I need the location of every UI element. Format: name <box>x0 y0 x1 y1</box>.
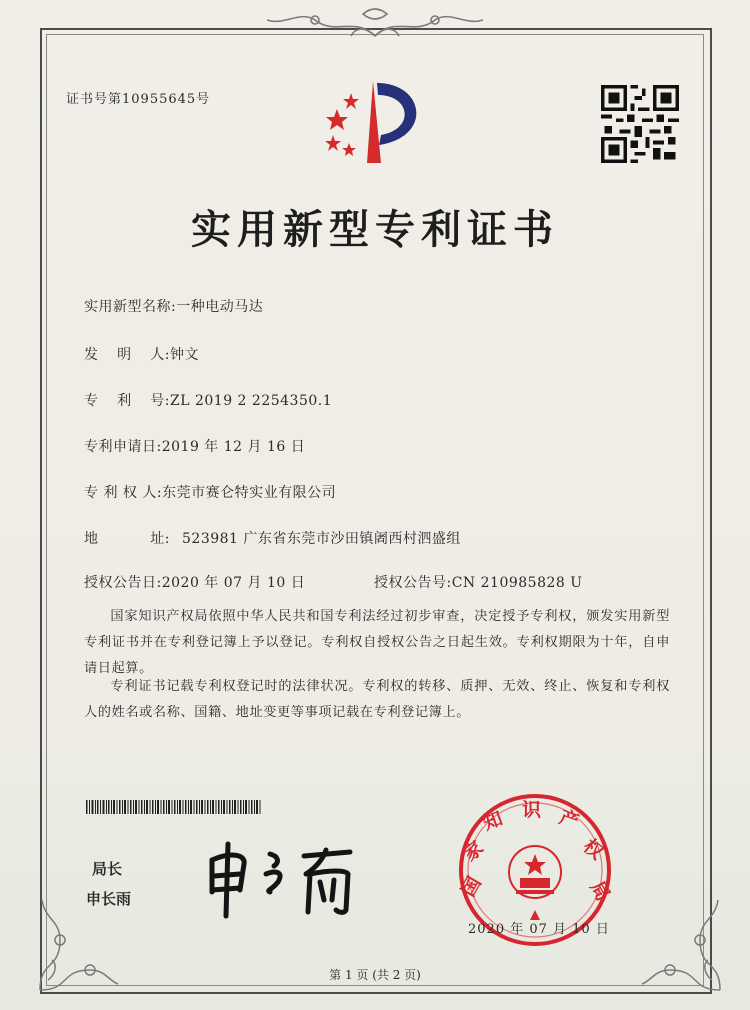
patentee-row <box>84 482 336 502</box>
grant-date-row <box>84 572 305 592</box>
inventor-label <box>84 344 170 364</box>
qr-code-icon <box>601 85 679 163</box>
patent-number-value: ZL 2019 2 2254350.1 <box>170 393 333 409</box>
grant-number-label: 授权公告号: <box>374 575 452 591</box>
grant-date-value: 2020 年 07 月 10 日 <box>161 575 306 591</box>
patent-number-label-char: 利 <box>117 393 132 409</box>
barcode-icon <box>86 800 262 814</box>
patent-number-label-char: 号: <box>150 393 170 409</box>
patentee-label: 专 利 权 人: <box>84 485 163 501</box>
director-title: 局长 <box>92 860 123 878</box>
patent-number-label <box>84 390 170 410</box>
svg-text:局: 局 <box>585 877 615 905</box>
utility-model-name-value: 一种电动马达 <box>176 299 264 315</box>
page-number: 第 1 页 (共 2 页) <box>329 968 421 982</box>
filing-date-row <box>84 436 305 456</box>
grant-date-label: 授权公告日: <box>84 575 162 591</box>
patent-office-emblem-icon <box>315 75 435 175</box>
svg-text:权: 权 <box>578 834 608 865</box>
filing-date-label: 专利申请日: <box>84 439 162 455</box>
svg-text:家: 家 <box>459 836 488 866</box>
legal-status-paragraph: 专利证书记载专利权登记时的法律状况。专利权的转移、质押、无效、终止、恢复和专利权人的姓名或名称、国籍、地址变更等事项记载在专利登记簿上。 <box>84 679 670 720</box>
svg-text:知: 知 <box>480 807 506 835</box>
patentee-value: 东莞市赛仑特实业有限公司 <box>162 485 337 501</box>
director-name: 申长雨 <box>86 890 132 908</box>
seal-date: 2020 年 07 月 10 日 <box>468 922 610 937</box>
inventor-row <box>84 344 199 364</box>
address-label <box>84 528 170 548</box>
inventor-label-char: 发 <box>84 347 99 363</box>
patent-number-label-char: 专 <box>84 393 99 409</box>
grant-number-row <box>374 572 583 592</box>
patent-number-row <box>84 390 332 410</box>
address-row <box>84 528 461 548</box>
inventor-value: 钟文 <box>170 347 199 363</box>
inventor-label-char: 人: <box>150 347 170 363</box>
address-label-char: 址: <box>150 531 170 547</box>
svg-text:识: 识 <box>522 799 542 821</box>
svg-text:产: 产 <box>556 806 582 834</box>
grant-statement-paragraph: 国家知识产权局依照中华人民共和国专利法经过初步审查，决定授予专利权，颁发实用新型专利证书并在专利登记簿上予以登记。专利权自授权公告之日起生效。专利权期限为十年，自申请日起算。 <box>84 609 670 676</box>
top-ornament-icon <box>255 6 495 46</box>
svg-text:国: 国 <box>457 873 486 901</box>
handwritten-signature-icon <box>200 830 390 920</box>
certificate-number: 证书号第10955645号 <box>66 92 211 107</box>
address-label-char: 地 <box>84 531 99 547</box>
utility-model-name-label: 实用新型名称: <box>84 299 177 315</box>
grant-number-value: CN 210985828 U <box>451 575 583 591</box>
utility-model-name-row <box>84 296 263 316</box>
certificate-title: 实用新型专利证书 <box>191 206 559 253</box>
address-value: 523981 广东省东莞市沙田镇阇西村泗盛组 <box>182 531 461 547</box>
filing-date-value: 2019 年 12 月 16 日 <box>161 439 306 455</box>
inventor-label-char: 明 <box>117 347 132 363</box>
